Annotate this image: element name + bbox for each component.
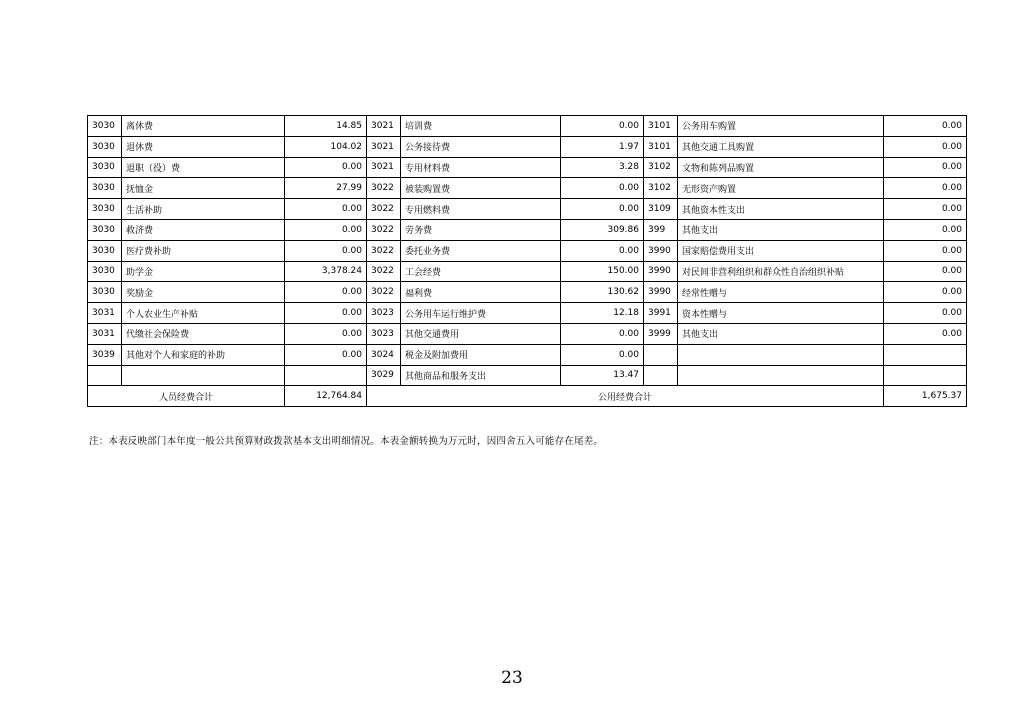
totals-row [88, 386, 967, 407]
item-name [678, 344, 884, 365]
item-code: 3030 [88, 178, 122, 199]
item-code: 3030 [88, 116, 122, 137]
table-row [88, 282, 967, 303]
item-amount [285, 365, 367, 386]
table-row [88, 323, 967, 344]
item-name: 其他对个人和家庭的补助 [122, 344, 285, 365]
item-name: 退职（役）费 [122, 157, 285, 178]
item-amount: 0.00 [561, 323, 644, 344]
item-name: 其他商品和服务支出 [401, 365, 561, 386]
item-amount: 3.28 [561, 157, 644, 178]
item-code: 3101 [644, 116, 678, 137]
item-amount: 0.00 [561, 240, 644, 261]
item-code: 3022 [367, 240, 401, 261]
item-code: 3039 [88, 344, 122, 365]
item-name: 工会经费 [401, 261, 561, 282]
item-name: 抚恤金 [122, 178, 285, 199]
item-name: 个人农业生产补贴 [122, 303, 285, 324]
item-name: 公务接待费 [401, 136, 561, 157]
item-name [678, 365, 884, 386]
item-amount: 0.00 [285, 344, 367, 365]
item-amount: 14.85 [285, 116, 367, 137]
table-row [88, 303, 967, 324]
item-name: 救济费 [122, 219, 285, 240]
item-amount: 150.00 [561, 261, 644, 282]
table-row [88, 219, 967, 240]
item-amount: 0.00 [884, 219, 967, 240]
item-code: 3030 [88, 157, 122, 178]
item-name: 其他资本性支出 [678, 199, 884, 220]
item-name: 退休费 [122, 136, 285, 157]
item-name: 劳务费 [401, 219, 561, 240]
item-code: 3109 [644, 199, 678, 220]
item-name: 文物和陈列品购置 [678, 157, 884, 178]
item-name: 公务用车运行维护费 [401, 303, 561, 324]
item-amount: 13.47 [561, 365, 644, 386]
item-code: 3023 [367, 323, 401, 344]
item-amount: 27.99 [285, 178, 367, 199]
item-amount: 0.00 [884, 116, 967, 137]
item-amount: 0.00 [285, 240, 367, 261]
item-code: 3030 [88, 136, 122, 157]
item-code: 3991 [644, 303, 678, 324]
item-code: 3024 [367, 344, 401, 365]
item-name: 无形资产购置 [678, 178, 884, 199]
table-row [88, 240, 967, 261]
item-name: 离休费 [122, 116, 285, 137]
item-amount [884, 365, 967, 386]
item-name: 代缴社会保险费 [122, 323, 285, 344]
item-name: 其他支出 [678, 219, 884, 240]
item-amount: 0.00 [884, 178, 967, 199]
item-code: 3030 [88, 240, 122, 261]
item-code: 3021 [367, 157, 401, 178]
item-code: 3029 [367, 365, 401, 386]
item-name: 委托业务费 [401, 240, 561, 261]
item-code: 3030 [88, 199, 122, 220]
item-name: 专用燃料费 [401, 199, 561, 220]
item-code: 3030 [88, 261, 122, 282]
item-amount: 0.00 [285, 219, 367, 240]
item-name: 生活补助 [122, 199, 285, 220]
item-amount: 104.02 [285, 136, 367, 157]
item-amount: 0.00 [884, 261, 967, 282]
item-code: 3022 [367, 261, 401, 282]
item-amount: 0.00 [884, 157, 967, 178]
item-name: 国家赔偿费用支出 [678, 240, 884, 261]
table-note: 注：本表反映部门本年度一般公共预算财政拨款基本支出明细情况。本表金额转换为万元时，因四舍五入可能存在尾差。 [89, 436, 604, 447]
item-amount: 0.00 [884, 323, 967, 344]
item-code [88, 365, 122, 386]
item-name: 被装购置费 [401, 178, 561, 199]
item-amount: 12.18 [561, 303, 644, 324]
table-row [88, 157, 967, 178]
item-amount: 0.00 [285, 303, 367, 324]
item-amount [884, 344, 967, 365]
item-amount: 130.62 [561, 282, 644, 303]
table-row [88, 344, 967, 365]
item-name: 培训费 [401, 116, 561, 137]
item-code [644, 365, 678, 386]
item-code: 3990 [644, 240, 678, 261]
item-amount: 309.86 [561, 219, 644, 240]
item-amount: 0.00 [561, 178, 644, 199]
item-name: 医疗费补助 [122, 240, 285, 261]
item-name: 其他支出 [678, 323, 884, 344]
item-amount: 0.00 [884, 303, 967, 324]
item-amount: 0.00 [285, 199, 367, 220]
public-total-value: 1,675.37 [884, 386, 967, 407]
item-code: 3021 [367, 136, 401, 157]
item-code: 3031 [88, 303, 122, 324]
item-amount: 0.00 [561, 344, 644, 365]
item-code: 3022 [367, 282, 401, 303]
item-amount: 0.00 [884, 199, 967, 220]
item-name [122, 365, 285, 386]
item-code: 3990 [644, 261, 678, 282]
item-code: 3022 [367, 199, 401, 220]
item-amount: 0.00 [884, 282, 967, 303]
item-name: 税金及附加费用 [401, 344, 561, 365]
item-code: 3990 [644, 282, 678, 303]
table-row [88, 199, 967, 220]
item-name: 其他交通工具购置 [678, 136, 884, 157]
item-name: 对民间非营利组织和群众性自治组织补贴 [678, 261, 884, 282]
item-code: 3102 [644, 178, 678, 199]
item-code [644, 344, 678, 365]
item-amount: 0.00 [561, 116, 644, 137]
item-code: 3023 [367, 303, 401, 324]
page-number: 23 [501, 668, 523, 688]
item-code: 399 [644, 219, 678, 240]
item-code: 3021 [367, 116, 401, 137]
table-row [88, 116, 967, 137]
personnel-total-value: 12,764.84 [285, 386, 367, 407]
item-code: 3030 [88, 282, 122, 303]
item-amount: 0.00 [884, 136, 967, 157]
item-name: 助学金 [122, 261, 285, 282]
item-name: 资本性赠与 [678, 303, 884, 324]
table-row [88, 178, 967, 199]
item-code: 3999 [644, 323, 678, 344]
item-code: 3022 [367, 219, 401, 240]
table-body [88, 116, 967, 407]
item-name: 奖励金 [122, 282, 285, 303]
item-code: 3022 [367, 178, 401, 199]
item-amount: 3,378.24 [285, 261, 367, 282]
table-row [88, 365, 967, 386]
item-amount: 0.00 [561, 199, 644, 220]
item-name: 福利费 [401, 282, 561, 303]
personnel-total-label: 人员经费合计 [88, 386, 285, 407]
item-amount: 0.00 [285, 323, 367, 344]
item-name: 专用材料费 [401, 157, 561, 178]
table-row [88, 261, 967, 282]
table-row [88, 136, 967, 157]
public-total-label: 公用经费合计 [367, 386, 884, 407]
expenditure-detail-table [87, 115, 967, 407]
item-amount: 0.00 [285, 157, 367, 178]
item-code: 3102 [644, 157, 678, 178]
item-code: 3031 [88, 323, 122, 344]
item-code: 3101 [644, 136, 678, 157]
item-amount: 0.00 [285, 282, 367, 303]
item-name: 公务用车购置 [678, 116, 884, 137]
item-name: 经常性赠与 [678, 282, 884, 303]
item-code: 3030 [88, 219, 122, 240]
item-amount: 1.97 [561, 136, 644, 157]
item-name: 其他交通费用 [401, 323, 561, 344]
item-amount: 0.00 [884, 240, 967, 261]
